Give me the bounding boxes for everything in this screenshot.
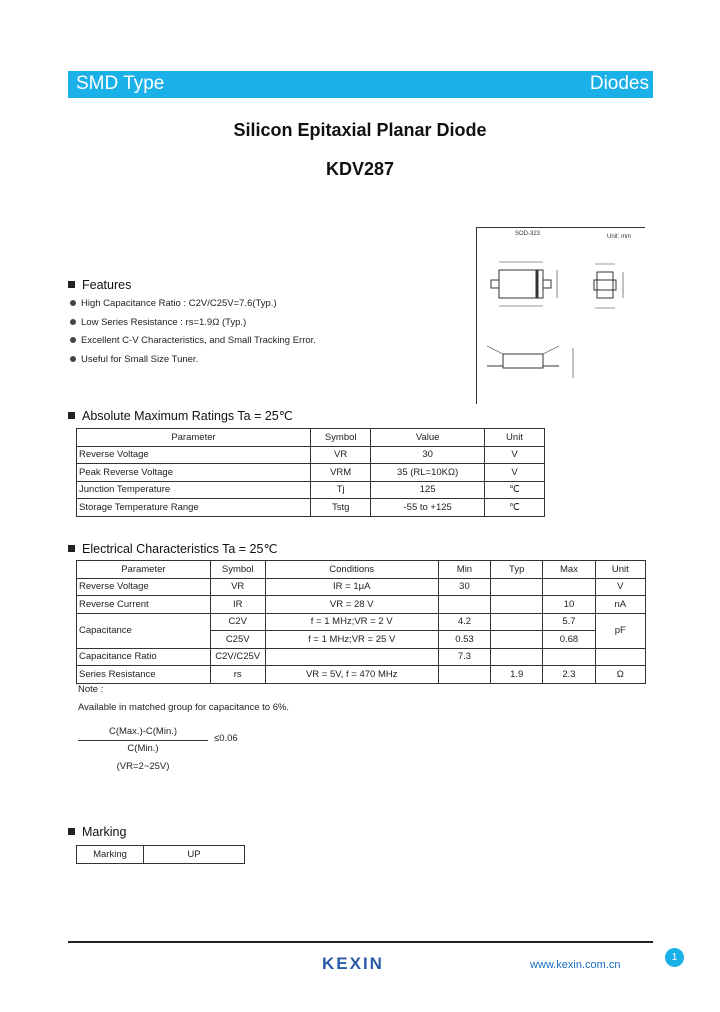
elec-heading: Electrical Characteristics Ta = 25℃ — [68, 541, 277, 556]
col-header: Parameter — [77, 429, 311, 447]
package-drawing — [476, 227, 645, 404]
square-bullet-icon — [68, 412, 75, 419]
footer-url[interactable]: www.kexin.com.cn — [530, 959, 621, 971]
marking-table — [76, 845, 245, 864]
table-row: Reverse Voltage VR IR = 1μA 30 V — [77, 578, 646, 596]
table-row: Reverse Voltage VR 30 V — [77, 446, 545, 464]
header-type: Diodes — [589, 73, 649, 94]
abs-max-table — [76, 428, 545, 517]
footer-divider — [68, 941, 653, 943]
list-item: Low Series Resistance : rs=1.9Ω (Typ.) — [70, 317, 316, 336]
formula-numerator: C(Max.)-C(Min.) — [108, 726, 178, 737]
package-unit: Unit: mm — [607, 234, 631, 240]
elec-table — [76, 560, 646, 684]
col-header: Max — [543, 561, 595, 579]
abs-max-heading: Absolute Maximum Ratings Ta = 25℃ — [68, 408, 293, 423]
table-row: Storage Temperature Range Tstg -55 to +125 ℃ — [77, 499, 545, 517]
features-list — [70, 298, 316, 372]
col-header: Parameter — [77, 561, 211, 579]
col-header: Symbol — [210, 561, 265, 579]
header-bar — [68, 71, 653, 98]
bullet-icon — [70, 319, 76, 325]
col-header: Unit — [595, 561, 645, 579]
table-row: Peak Reverse Voltage VRM 35 (RL=10KΩ) V — [77, 464, 545, 482]
table-row: Capacitance Ratio C2V/C25V 7.3 — [77, 648, 646, 666]
table-row: Junction Temperature Tj 125 ℃ — [77, 481, 545, 499]
col-header: Conditions — [265, 561, 438, 579]
note-label: Note : — [78, 684, 104, 695]
col-header: Unit — [485, 429, 545, 447]
col-header: Symbol — [310, 429, 370, 447]
package-outline-icon — [477, 228, 645, 404]
square-bullet-icon — [68, 281, 75, 288]
page-number: 1 — [665, 948, 684, 967]
formula-fraction-line — [78, 740, 208, 741]
kexin-logo: KEXIN — [322, 954, 384, 973]
list-item: High Capacitance Ratio : C2V/C25V=7.6(Typ.) — [70, 298, 316, 317]
bullet-icon — [70, 337, 76, 343]
square-bullet-icon — [68, 828, 75, 835]
square-bullet-icon — [68, 545, 75, 552]
page-title: Silicon Epitaxial Planar Diode — [233, 120, 487, 140]
marking-heading: Marking — [68, 825, 126, 839]
list-item: Useful for Small Size Tuner. — [70, 354, 316, 373]
table-header-row — [77, 561, 646, 579]
table-row: C25V f = 1 MHz;VR = 25 V 0.53 0.68 — [77, 631, 646, 649]
table-header-row — [77, 429, 545, 447]
col-header: Min — [438, 561, 490, 579]
col-header: Value — [371, 429, 485, 447]
table-row: Marking UP — [77, 846, 245, 864]
table-row: Capacitance C2V f = 1 MHz;VR = 2 V 4.2 5.7 pF — [77, 613, 646, 631]
list-item: Excellent C-V Characteristics, and Small Tracking Error. — [70, 335, 316, 354]
table-row: Series Resistance rs VR = 5V, f = 470 MHz 1.9 2.3 Ω — [77, 666, 646, 684]
bullet-icon — [70, 300, 76, 306]
col-header: Typ — [491, 561, 543, 579]
part-number: KDV287 — [325, 159, 395, 179]
package-label: SOD-323 — [515, 231, 541, 237]
formula-range: (VR=2~25V) — [116, 761, 170, 772]
bullet-icon — [70, 356, 76, 362]
formula-denominator: C(Min.) — [127, 743, 159, 754]
note-text: Available in matched group for capacitance to 6%. — [78, 702, 290, 713]
table-row: Reverse Current IR VR = 28 V 10 nA — [77, 596, 646, 614]
formula-result: ≤0.06 — [214, 733, 238, 744]
features-heading: Features — [68, 278, 131, 292]
header-category: SMD Type — [76, 73, 165, 94]
